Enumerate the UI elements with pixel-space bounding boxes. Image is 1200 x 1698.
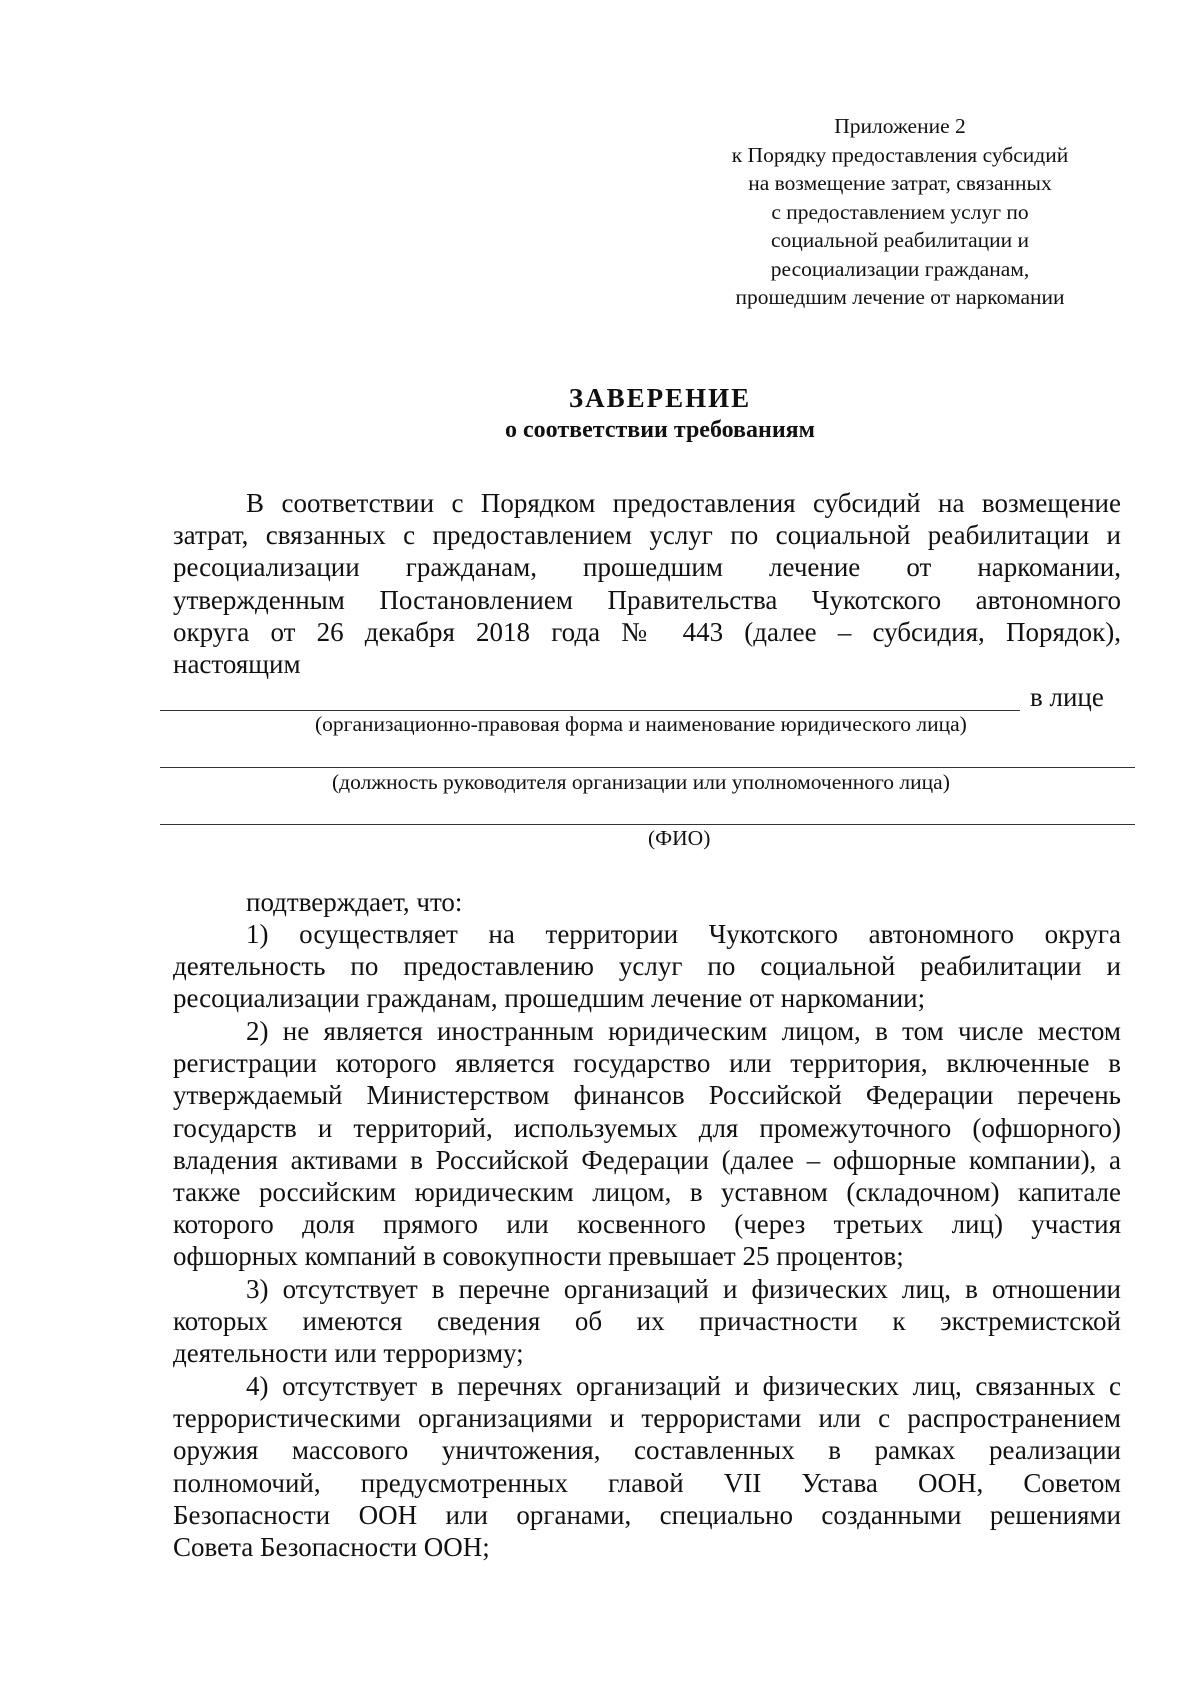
item-3-paragraph (173, 1273, 1121, 1370)
appendix-line: социальной реабилитации и (770, 228, 1030, 252)
appendix-line: прошедшим лечение от наркомании (735, 285, 1065, 309)
text-line: регистрации которого является государство или территория, включенные в (173, 1048, 1121, 1079)
document-subtitle: о соответствии требованиям (505, 417, 815, 443)
text-line: государств и территорий, используемых для промежуточного (офшорного) (173, 1112, 1121, 1143)
appendix-line: к Порядку предоставления субсидий (731, 142, 1069, 167)
text-line: 4) отсутствует в перечнях организаций и физических лиц, связанных с (246, 1371, 1121, 1401)
text-line: настоящим (173, 649, 301, 680)
text-line: также российским юридическим лицом, в уставном (складочном) капитале (173, 1177, 1121, 1208)
intro-paragraph (173, 487, 1121, 680)
text-line: которого доля прямого или косвенного (через третьих лиц) участия (173, 1209, 1121, 1240)
text-line: деятельности или терроризму; (173, 1338, 524, 1369)
appendix-line: Приложение 2 (834, 114, 966, 138)
text-line: 2) не является иностранным юридическим лицом, в том числе местом (246, 1016, 1121, 1046)
text-line: В соответствии с Порядком предоставления субсидий на возмещение (246, 488, 1121, 518)
text-line: ресоциализации гражданам, прошедшим лечение от наркомании, (173, 552, 1121, 583)
text-line: владения активами в Российской Федерации (далее – офшорные компании), а (173, 1144, 1121, 1175)
org-name-caption: (организационно-правовая форма и наименование юридического лица) (315, 712, 967, 736)
text-line: террористическими организациями и террористами или с распространением (173, 1403, 1121, 1434)
confirms-paragraph (173, 886, 1121, 918)
text-line: утверждаемый Министерством финансов Российской Федерации перечень (173, 1080, 1121, 1111)
v-lice-text: в лице (1030, 682, 1104, 712)
text-line: которых имеются сведения об их причастности к экстремистской (173, 1306, 1121, 1337)
text-line: полномочий, предусмотренных главой VII Устава ООН, Советом (173, 1467, 1121, 1498)
item-4-paragraph (173, 1370, 1121, 1563)
text-line: ресоциализации гражданам, прошедшим лечение от наркомании; (173, 983, 926, 1014)
item-1-paragraph (173, 918, 1121, 1015)
text-line: деятельность по предоставлению услуг по социальной реабилитации и (173, 951, 1121, 982)
fio-caption: (ФИО) (648, 826, 711, 850)
appendix-line: на возмещение затрат, связанных (748, 171, 1052, 195)
position-caption: (должность руководителя организации или уполномоченного лица) (332, 770, 950, 794)
appendix-reference (690, 112, 1110, 312)
text-line: Совета Безопасности ООН; (173, 1532, 490, 1563)
text-line: округа от 26 декабря 2018 года № 443 (далее – субсидия, Порядок), (173, 616, 1121, 647)
document-title: ЗАВЕРЕНИЕ (568, 383, 752, 413)
text-line: Безопасности ООН или органами, специально созданными решениями (173, 1499, 1121, 1530)
text-line: 1) осуществляет на территории Чукотского автономного округа (246, 919, 1121, 949)
text-line: утвержденным Постановлением Правительства Чукотского автономного (173, 584, 1121, 615)
text-line: оружия массового уничтожения, составленных в рамках реализации (173, 1435, 1121, 1466)
appendix-line: с предоставлением услуг по (771, 199, 1029, 224)
text-line: офшорных компаний в совокупности превышает 25 процентов; (173, 1241, 904, 1272)
text-line: затрат, связанных с предоставлением услуг по социальной реабилитации и (173, 520, 1121, 551)
item-2-paragraph (173, 1015, 1121, 1273)
text-line: 3) отсутствует в перечне организаций и физических лиц, в отношении (246, 1274, 1121, 1304)
appendix-line: ресоциализации гражданам, (770, 256, 1030, 281)
text-line: подтверждает, что: (246, 887, 463, 917)
